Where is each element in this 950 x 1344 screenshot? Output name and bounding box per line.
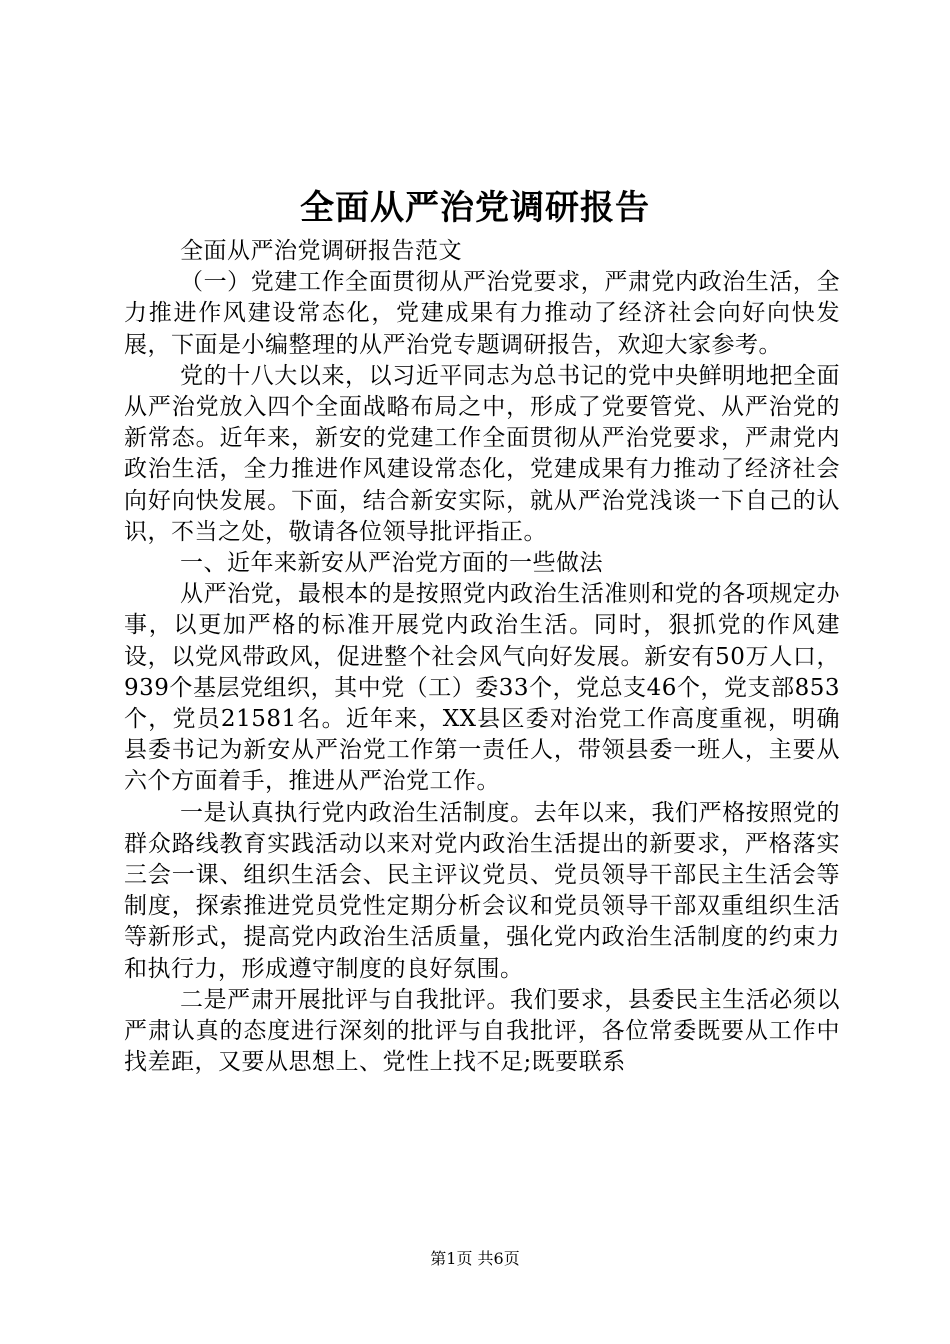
paragraph-point-one: 一是认真执行党内政治生活制度。去年以来，我们严格按照党的群众路线教育实践活动以来对党内政治生活提出的新要求，严格落实三会一课、组织生活会、民主评议党员、党员领导干部民主生活会等制度，探索推进党员党性定期分析会议和党员领导干部双重组织生活等新形式，提高党内政治生活质量，强化党内政治生活制度的约束力和执行力，形成遵守制度的良好氛围。 xyxy=(124,799,840,982)
paragraph-practices: 从严治党，最根本的是按照党内政治生活准则和党的各项规定办事，以更加严格的标准开展党内政治生活。同时，狠抓党的作风建设，以党风带政风，促进整个社会风气向好发展。新安有50万人口，939个基层党组织，其中党（工）委33个，党总支46个，党支部853个，党员21581名。近年来，XX县区委对治党工作高度重视，明确县委书记为新安从严治党工作第一责任人，带领县委一班人，主要从六个方面着手，推进从严治党工作。 xyxy=(124,581,840,795)
paragraph-background: 党的十八大以来，以习近平同志为总书记的党中央鲜明地把全面从严治党放入四个全面战略布局之中，形成了党要管党、从严治党的新常态。近年来，新安的党建工作全面贯彻从严治党要求，严肃党内政治生活，全力推进作风建设常态化，党建成果有力推动了经济社会向好向快发展。下面，结合新安实际，就从严治党浅谈一下自己的认识，不当之处，敬请各位领导批评指正。 xyxy=(124,362,840,545)
document-body xyxy=(124,236,840,1078)
page-footer: 第1页 共6页 xyxy=(430,1249,520,1268)
paragraph-point-two: 二是严肃开展批评与自我批评。我们要求，县委民主生活必须以严肃认真的态度进行深刻的批评与自我批评，各位常委既要从工作中找差距，又要从思想上、党性上找不足;既要联系 xyxy=(124,986,840,1076)
paragraph-intro: （一）党建工作全面贯彻从严治党要求，严肃党内政治生活，全力推进作风建设常态化，党建成果有力推动了经济社会向好向快发展，下面是小编整理的从严治党专题调研报告，欢迎大家参考。 xyxy=(124,269,840,358)
section-heading: 一、近年来新安从严治党方面的一些做法 xyxy=(180,550,603,577)
paragraph-subtitle: 全面从严治党调研报告范文 xyxy=(180,238,462,264)
document-title: 全面从严治党调研报告 xyxy=(300,188,650,228)
